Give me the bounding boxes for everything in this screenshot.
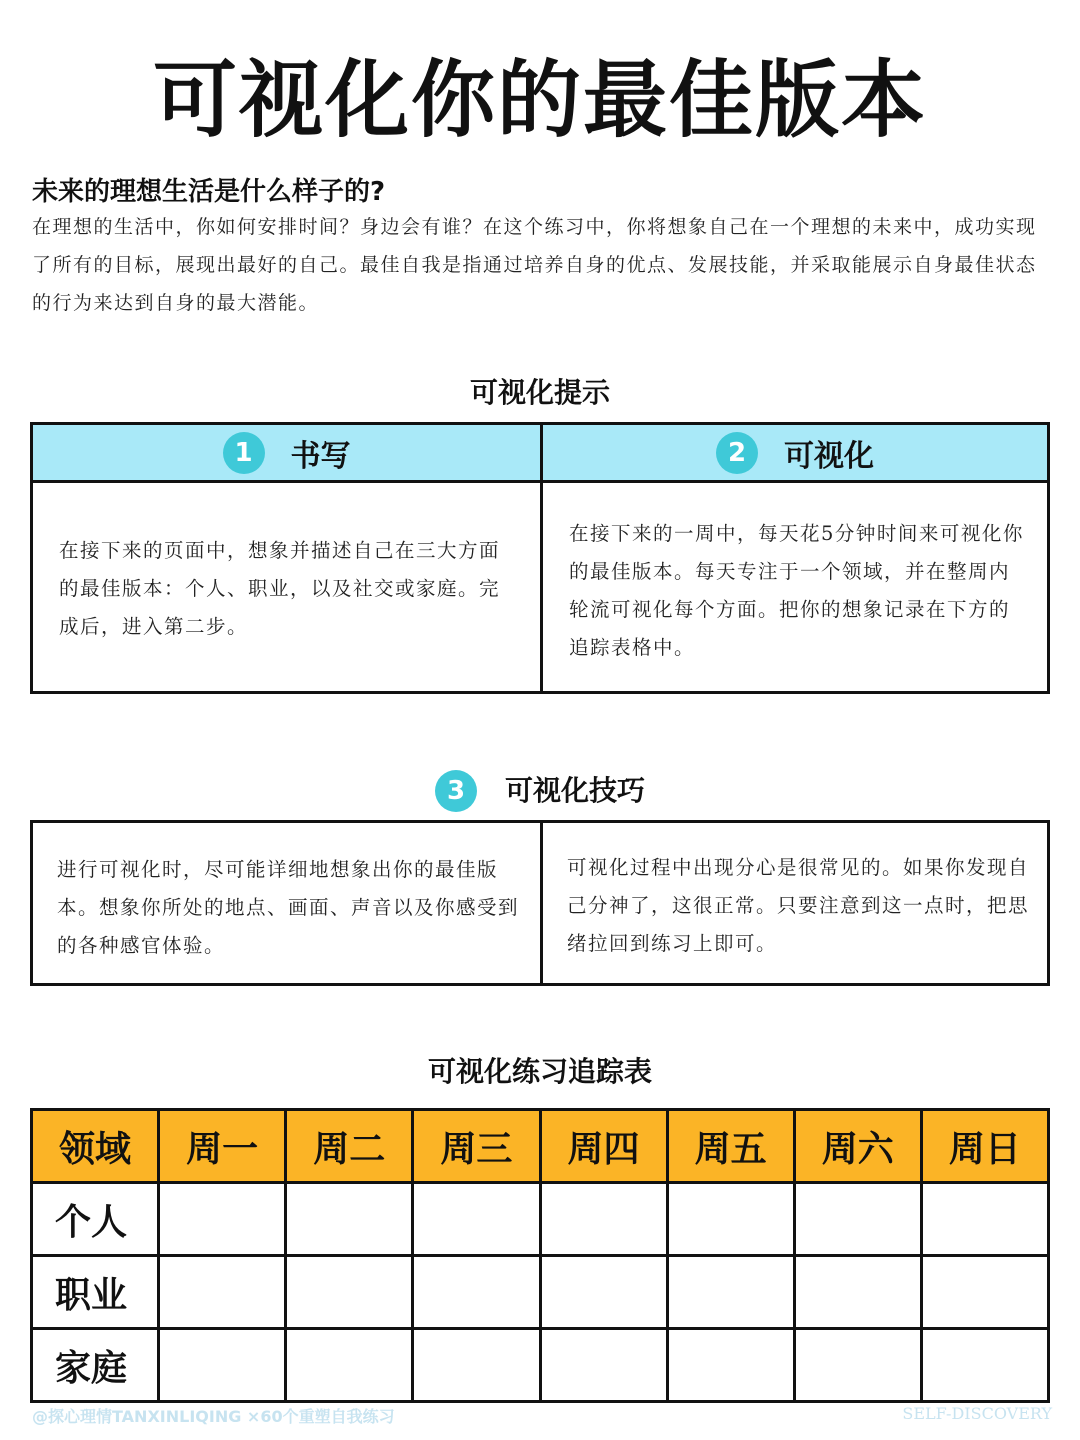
tracker-cell[interactable]	[286, 1329, 413, 1402]
tips-header-label: 可视化	[784, 438, 874, 474]
tracker-cell[interactable]	[413, 1329, 540, 1402]
tracker-cell[interactable]	[159, 1256, 286, 1329]
step-number-badge: 3	[435, 770, 477, 812]
tracker-cell[interactable]	[921, 1183, 1048, 1256]
column-divider	[540, 823, 543, 983]
watermark-series: SELF-DISCOVERY	[902, 1404, 1052, 1423]
tracker-cell[interactable]	[794, 1183, 921, 1256]
tracker-column-header: 周三	[413, 1110, 540, 1183]
tracker-column-header: 周五	[667, 1110, 794, 1183]
tracker-column-header: 周六	[794, 1110, 921, 1183]
table-row	[32, 1329, 1049, 1402]
tips-table	[30, 422, 1050, 694]
tips-visualize-text: 在接下来的一周中，每天花5分钟时间来可视化你的最佳版本。每天专注于一个领域，并在整周内轮流可视化每个方面。把你的想象记录在下方的追踪表格中。	[569, 522, 1024, 659]
tips-write-text: 在接下来的页面中，想象并描述自己在三大方面的最佳版本：个人、职业，以及社交或家庭。完成后，进入第二步。	[59, 539, 501, 638]
column-divider	[540, 425, 543, 691]
tracker-cell[interactable]	[413, 1183, 540, 1256]
tracker-cell[interactable]	[540, 1256, 667, 1329]
tracker-row-label: 家庭	[32, 1329, 159, 1402]
tips-header-write	[33, 425, 540, 480]
tracker-cell[interactable]	[921, 1256, 1048, 1329]
tracker-cell[interactable]	[286, 1183, 413, 1256]
tracker-header-row	[32, 1110, 1049, 1183]
tracker-row-label: 职业	[32, 1256, 159, 1329]
tracker-cell[interactable]	[794, 1329, 921, 1402]
tracker-cell[interactable]	[159, 1329, 286, 1402]
technique-distraction-text: 可视化过程中出现分心是很常见的。如果你发现自己分神了，这很正常。只要注意到这一点时，把思绪拉回到练习上即可。	[567, 856, 1030, 955]
intro-paragraph: 在理想的生活中，你如何安排时间？身边会有谁？在这个练习中，你将想象自己在一个理想的未来中，成功实现了所有的目标，展现出最好的自己。最佳自我是指通过培养自身的优点、发展技能，并采取能展示自身最佳状态的行为来达到自身的最大潜能。	[32, 216, 1037, 314]
page-title: 可视化你的最佳版本	[152, 51, 927, 149]
techniques-heading-label: 可视化技巧	[504, 774, 645, 807]
tracker-row-label: 个人	[32, 1183, 159, 1256]
techniques-heading	[0, 770, 1080, 812]
tracker-cell[interactable]	[667, 1183, 794, 1256]
table-row	[32, 1256, 1049, 1329]
watermark-credit: @探心理情TANXINLIQING ×60个重塑自我练习	[32, 1407, 395, 1426]
tips-heading: 可视化提示	[469, 376, 610, 409]
technique-detail-text: 进行可视化时，尽可能详细地想象出你的最佳版本。想象你所处的地点、画面、声音以及你感受到的各种感官体验。	[57, 858, 520, 957]
tracker-cell[interactable]	[540, 1183, 667, 1256]
intro-question: 未来的理想生活是什么样子的?	[32, 177, 386, 207]
tracker-cell[interactable]	[413, 1256, 540, 1329]
tracker-column-header: 周一	[159, 1110, 286, 1183]
tracker-cell[interactable]	[286, 1256, 413, 1329]
tracker-column-header: 领域	[32, 1110, 159, 1183]
step-number-badge: 2	[716, 432, 758, 474]
tracker-table	[30, 1108, 1050, 1403]
tips-header-label: 书写	[290, 438, 351, 474]
table-row	[32, 1183, 1049, 1256]
tips-header-visualize	[543, 425, 1047, 480]
techniques-table	[30, 820, 1050, 986]
tracker-heading: 可视化练习追踪表	[427, 1055, 652, 1088]
tracker-cell[interactable]	[540, 1329, 667, 1402]
tracker-column-header: 周日	[921, 1110, 1048, 1183]
tracker-cell[interactable]	[794, 1256, 921, 1329]
tracker-cell[interactable]	[667, 1256, 794, 1329]
tracker-cell[interactable]	[921, 1329, 1048, 1402]
tracker-cell[interactable]	[667, 1329, 794, 1402]
tracker-column-header: 周二	[286, 1110, 413, 1183]
step-number-badge: 1	[223, 432, 265, 474]
tracker-column-header: 周四	[540, 1110, 667, 1183]
tracker-cell[interactable]	[159, 1183, 286, 1256]
